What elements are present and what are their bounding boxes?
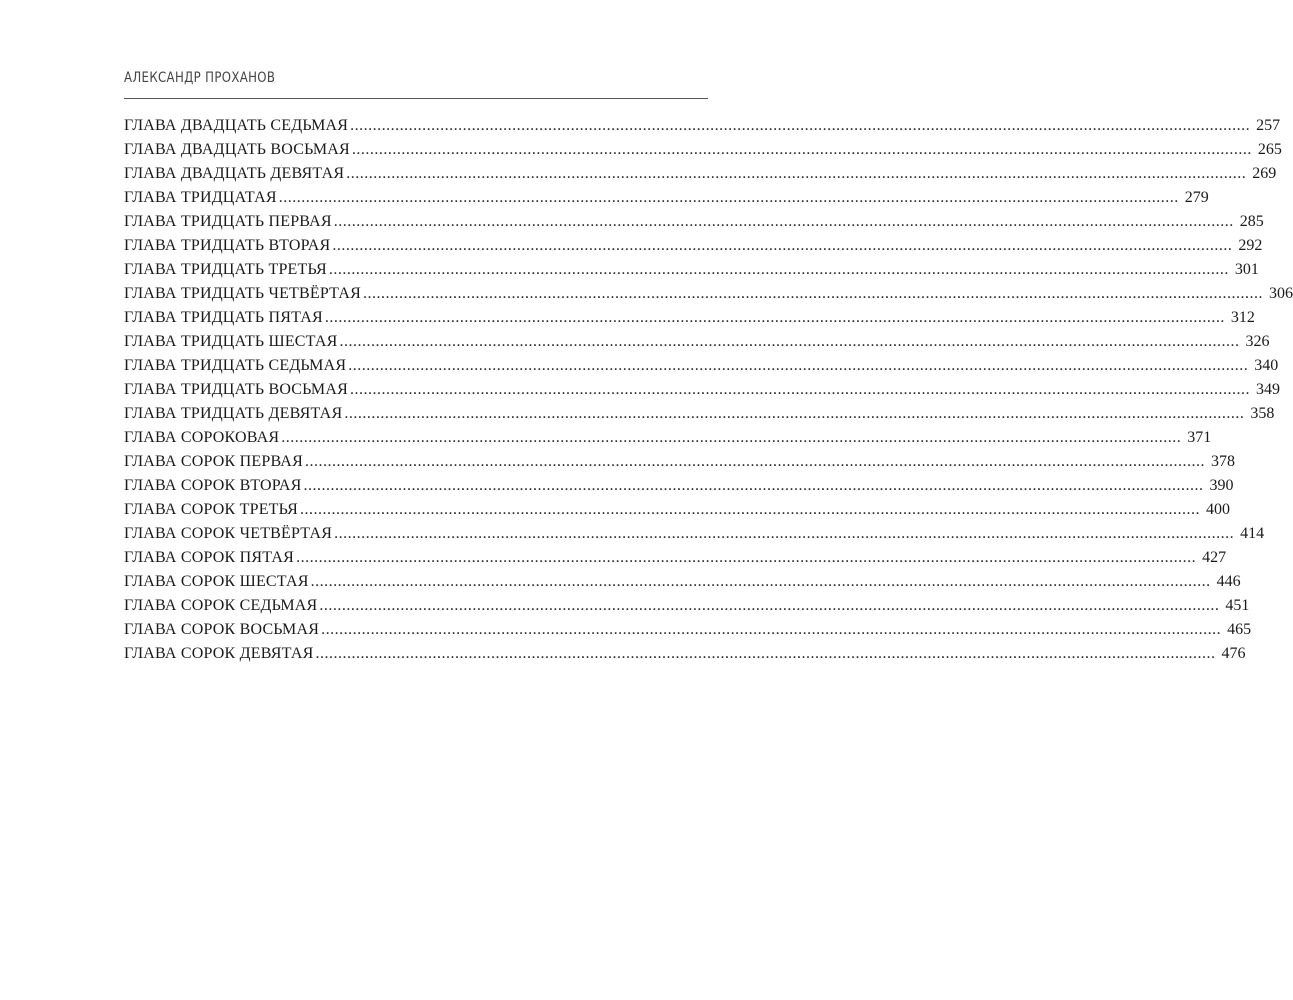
dot-leader: ........................................................................................................................................................................................................: [333, 213, 1234, 230]
toc-entry: [124, 450, 1235, 474]
toc-entry-title: ГЛАВА ТРИДЦАТЬ ТРЕТЬЯ: [124, 261, 327, 278]
toc-entry-page-number: 349: [1255, 381, 1280, 398]
toc-entry-title: ГЛАВА СОРОК ДЕВЯТАЯ: [124, 645, 314, 662]
toc-entry: [124, 618, 1252, 642]
dot-leader: ........................................................................................................................................................................................................: [278, 189, 1179, 206]
toc-entry-page-number: 446: [1216, 573, 1241, 590]
toc-entry-title: ГЛАВА ТРИДЦАТАЯ: [124, 189, 277, 206]
dot-leader: ........................................................................................................................................................................................................: [315, 645, 1216, 662]
toc-entry-page-number: 340: [1254, 357, 1279, 374]
dot-leader: ........................................................................................................................................................................................................: [351, 141, 1252, 158]
toc-entry-page-number: 326: [1245, 333, 1270, 350]
toc-entry-page-number: 476: [1221, 645, 1246, 662]
toc-entry-title: ГЛАВА ТРИДЦАТЬ ЧЕТВЁРТАЯ: [124, 285, 361, 302]
toc-entry-title: ГЛАВА СОРОК ЧЕТВЁРТАЯ: [124, 525, 333, 542]
dot-leader: ........................................................................................................................................................................................................: [300, 501, 1201, 518]
toc-entry: [124, 498, 1231, 522]
toc-entry-title: ГЛАВА ДВАДЦАТЬ ДЕВЯТАЯ: [124, 165, 345, 182]
toc-entry-title: ГЛАВА СОРОК СЕДЬМАЯ: [124, 597, 318, 614]
toc-entry: [124, 378, 1280, 402]
dot-leader: ........................................................................................................................................................................................................: [332, 237, 1233, 254]
toc-entry: [124, 594, 1250, 618]
toc-entry-page-number: 257: [1256, 117, 1281, 134]
toc-entry-title: ГЛАВА ТРИДЦАТЬ СЕДЬМАЯ: [124, 357, 347, 374]
toc-entry: [124, 234, 1263, 258]
toc-entry-page-number: 265: [1257, 141, 1282, 158]
toc-entry: [124, 474, 1234, 498]
dot-leader: ........................................................................................................................................................................................................: [334, 525, 1235, 542]
dot-leader: ........................................................................................................................................................................................................: [321, 621, 1222, 638]
dot-leader: ........................................................................................................................................................................................................: [344, 405, 1245, 422]
toc-entry-title: ГЛАВА ТРИДЦАТЬ ВТОРАЯ: [124, 237, 331, 254]
running-head: [124, 70, 708, 99]
dot-leader: ........................................................................................................................................................................................................: [350, 117, 1251, 134]
toc-entry-title: ГЛАВА ТРИДЦАТЬ ВОСЬМАЯ: [124, 381, 348, 398]
toc-entry-title: ГЛАВА ТРИДЦАТЬ ПЯТАЯ: [124, 309, 323, 326]
toc-entry: [124, 258, 1259, 282]
dot-leader: ........................................................................................................................................................................................................: [304, 453, 1205, 470]
dot-leader: ........................................................................................................................................................................................................: [310, 573, 1211, 590]
toc-entry: [124, 186, 1209, 210]
toc-entry-page-number: 279: [1184, 189, 1209, 206]
toc-entry: [124, 114, 1281, 138]
toc-entry-title: ГЛАВА ДВАДЦАТЬ ВОСЬМАЯ: [124, 141, 350, 158]
toc-entry-page-number: 292: [1238, 237, 1263, 254]
dot-leader: ........................................................................................................................................................................................................: [303, 477, 1204, 494]
toc-entry: [124, 210, 1264, 234]
toc-entry-title: ГЛАВА ТРИДЦАТЬ ДЕВЯТАЯ: [124, 405, 343, 422]
toc-entry-page-number: 390: [1209, 477, 1234, 494]
dot-leader: ........................................................................................................................................................................................................: [349, 381, 1250, 398]
toc-entry: [124, 570, 1241, 594]
toc-entry: [124, 138, 1282, 162]
toc-entry-page-number: 285: [1239, 213, 1264, 230]
dot-leader: ........................................................................................................................................................................................................: [319, 597, 1220, 614]
toc-entry-page-number: 269: [1252, 165, 1277, 182]
dot-leader: ........................................................................................................................................................................................................: [348, 357, 1249, 374]
toc-entry: [124, 330, 1270, 354]
table-of-contents: [124, 114, 1293, 666]
toc-entry-page-number: 371: [1187, 429, 1212, 446]
toc-entry-title: ГЛАВА СОРОК ШЕСТАЯ: [124, 573, 309, 590]
toc-entry: [124, 402, 1275, 426]
toc-entry: [124, 426, 1212, 450]
toc-entry: [124, 354, 1279, 378]
toc-entry-title: ГЛАВА СОРОК ВТОРАЯ: [124, 477, 302, 494]
dot-leader: ........................................................................................................................................................................................................: [296, 549, 1197, 566]
dot-leader: ........................................................................................................................................................................................................: [339, 333, 1240, 350]
toc-entry-page-number: 378: [1210, 453, 1235, 470]
toc-entry-page-number: 414: [1240, 525, 1265, 542]
dot-leader: ........................................................................................................................................................................................................: [346, 165, 1247, 182]
toc-entry-title: ГЛАВА ТРИДЦАТЬ ШЕСТАЯ: [124, 333, 338, 350]
author-name: АЛЕКСАНДР ПРОХАНОВ: [124, 70, 276, 86]
toc-entry: [124, 306, 1255, 330]
toc-entry-page-number: 400: [1206, 501, 1231, 518]
toc-entry: [124, 162, 1277, 186]
toc-entry-page-number: 301: [1234, 261, 1259, 278]
toc-entry-title: ГЛАВА СОРОК ВОСЬМАЯ: [124, 621, 320, 638]
dot-leader: ........................................................................................................................................................................................................: [324, 309, 1225, 326]
toc-entry-page-number: 465: [1227, 621, 1252, 638]
toc-entry: [124, 546, 1227, 570]
toc-entry-page-number: 358: [1250, 405, 1275, 422]
toc-entry-title: ГЛАВА СОРОК ТРЕТЬЯ: [124, 501, 299, 518]
dot-leader: ........................................................................................................................................................................................................: [362, 285, 1263, 302]
dot-leader: ........................................................................................................................................................................................................: [281, 429, 1182, 446]
toc-entry: [124, 642, 1246, 666]
toc-entry: [124, 282, 1293, 306]
toc-entry-title: ГЛАВА ДВАДЦАТЬ СЕДЬМАЯ: [124, 117, 349, 134]
toc-entry-page-number: 306: [1268, 285, 1293, 302]
toc-entry-title: ГЛАВА ТРИДЦАТЬ ПЕРВАЯ: [124, 213, 332, 230]
toc-entry-page-number: 312: [1230, 309, 1255, 326]
dot-leader: ........................................................................................................................................................................................................: [328, 261, 1229, 278]
toc-entry-title: ГЛАВА СОРОК ПЕРВАЯ: [124, 453, 303, 470]
toc-entry-page-number: 451: [1225, 597, 1250, 614]
toc-entry: [124, 522, 1265, 546]
toc-entry-title: ГЛАВА СОРОК ПЯТАЯ: [124, 549, 295, 566]
toc-entry-title: ГЛАВА СОРОКОВАЯ: [124, 429, 280, 446]
toc-entry-page-number: 427: [1202, 549, 1227, 566]
